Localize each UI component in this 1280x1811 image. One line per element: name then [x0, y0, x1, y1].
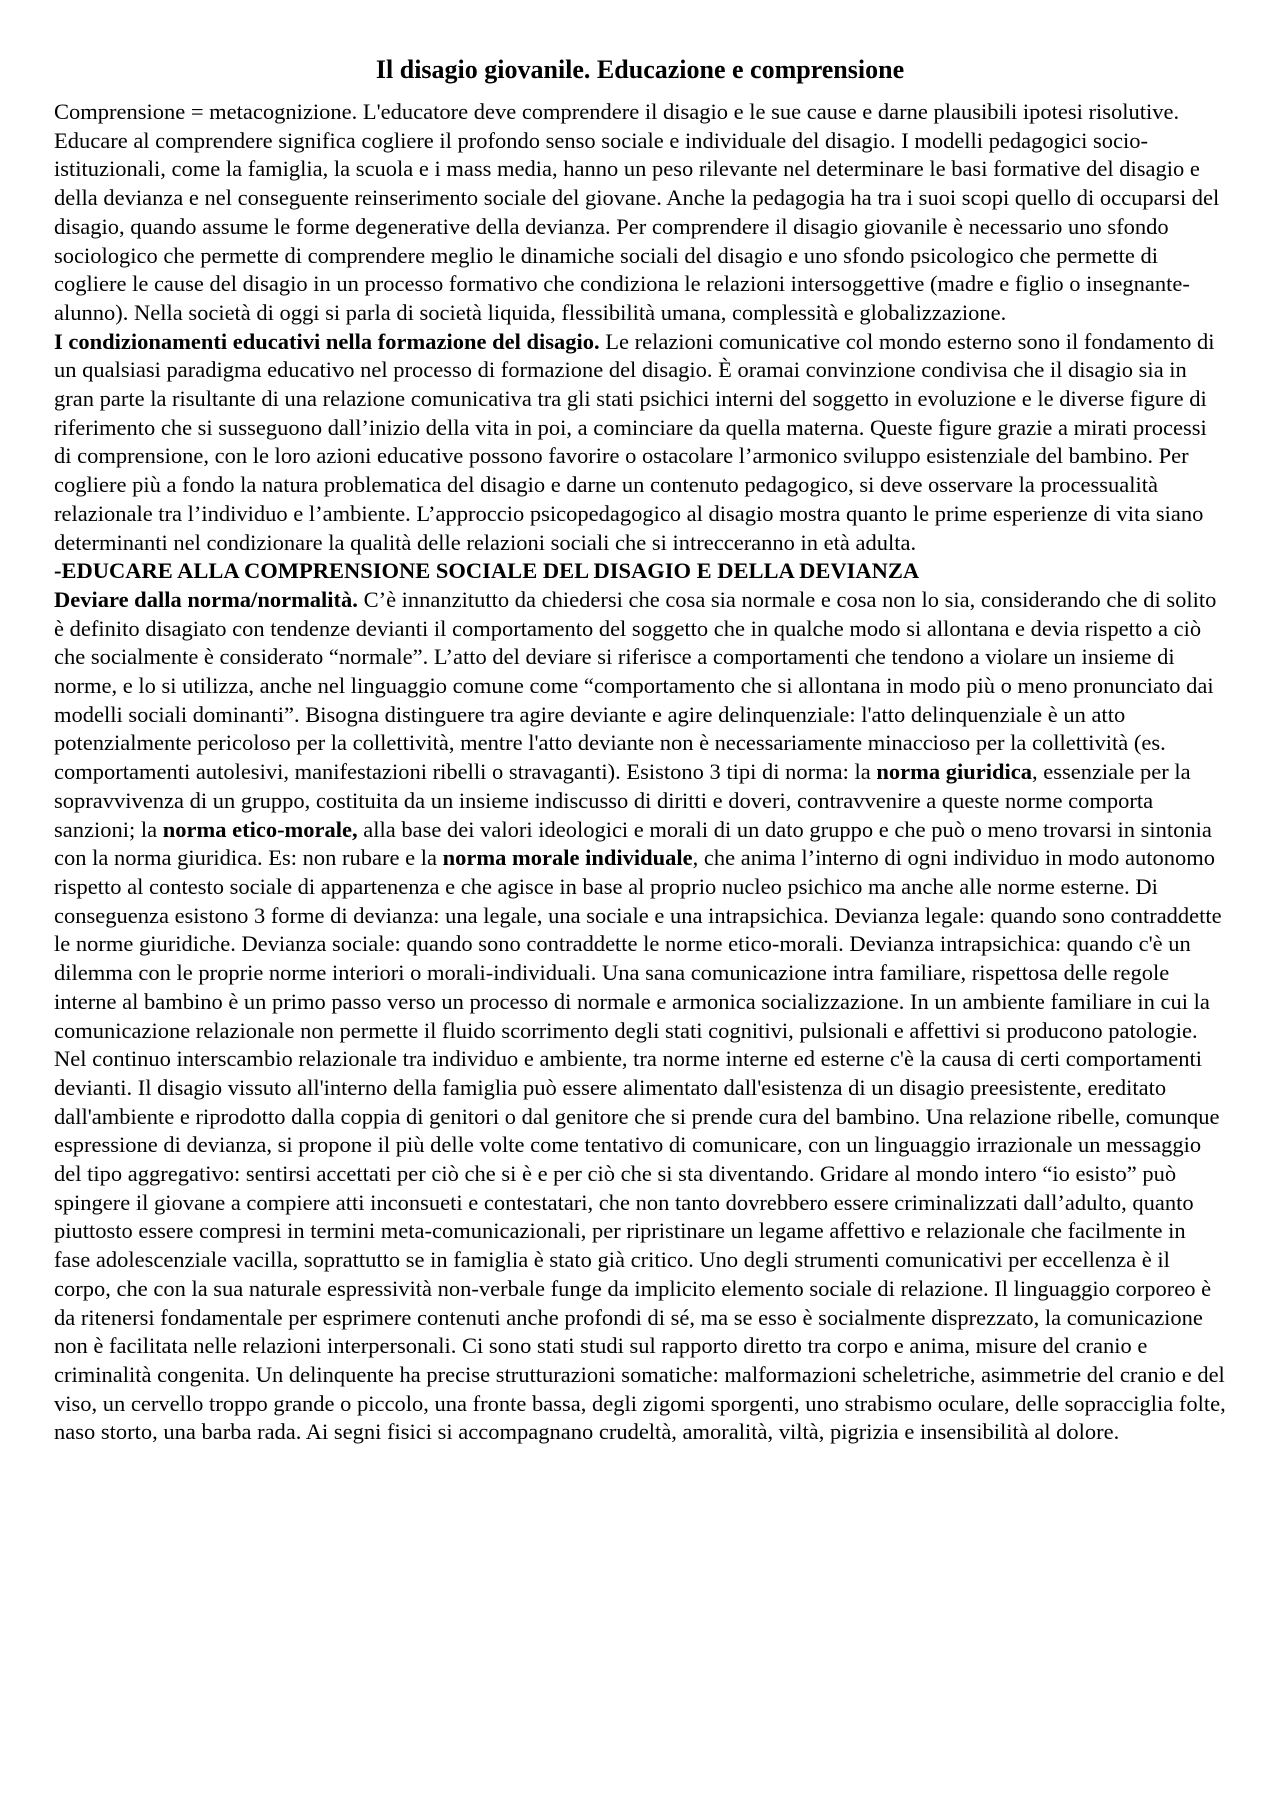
- section-heading: -EDUCARE ALLA COMPRENSIONE SOCIALE DEL DISAGIO E DELLA DEVIANZA: [54, 558, 920, 584]
- paragraph-deviare: [54, 586, 1226, 1447]
- paragraph-deviare-text-d: , che anima l’interno di ogni individuo in modo autonomo rispetto al contesto sociale di appartenenza e che agisce in base al proprio nucleo psichico ma anche alle norme esterne. Di conseguenza esistono 3 forme di devianza: una legale, una sociale e una intrapsichica. Devianza legale: quando sono contraddette le norme giuridiche. Devianza sociale: quando sono contraddette le norme etico-morali. Devianza intrapsichica: quando c'è un dilemma con le proprie norme interiori o morali-individuali. Una sana comunicazione intra familiare, rispettosa delle regole interne al bambino è un primo passo verso un processo di normale e armonica socializzazione. In un ambiente familiare in cui la comunicazione relazionale non permette il fluido scorrimento degli stati cognitivi, pulsionali e affettivi si producono patologie. Nel continuo interscambio relazionale tra individuo e ambiente, tra norme interne ed esterne c'è la causa di certi comportamenti devianti. Il disagio vissuto all'interno della famiglia può essere alimentato dall'esistenza di un disagio preesistente, ereditato dall'ambiente e riprodotto dalla coppia di genitori o dal genitore che si prende cura del bambino. Una relazione ribelle, comunque espressione di devianza, si propone il più delle volte come tentativo di comunicare, con un linguaggio irrazionale un messaggio del tipo aggregativo: sentirsi accettati per ciò che si è e per ciò che si sta diventando. Gridare al mondo intero “io esisto” può spingere il giovane a compiere atti inconsueti e contestatari, che non tanto dovrebbero essere criminalizzati dall’adulto, quanto piuttosto essere compresi in termini meta-comunicazionali, per ripristinare un legame affettivo e relazionale che facilmente in fase adolescenziale vacilla, soprattutto se in famiglia è stato già critico. Uno degli strumenti comunicativi per eccellenza è il corpo, che con la sua naturale espressività non-verbale funge da implicito elemento sociale di relazione. Il linguaggio corporeo è da ritenersi fondamentale per esprimere contenuti anche profondi di sé, ma se esso è socialmente disprezzato, la comunicazione non è facilitata nelle relazioni interpersonali. Ci sono stati studi sul rapporto diretto tra corpo e anima, misure del cranio e criminalità congenita. Un delinquente ha precise strutturazioni somatiche: malformazioni scheletriche, asimmetrie del cranio e del viso, un cervello troppo grande o piccolo, una fronte bassa, degli zigomi sporgenti, uno strabismo oculare, delle sopracciglia folte, naso storto, una barba rada. Ai segni fisici si accompagnano crudeltà, amoralità, viltà, pigrizia e insensibilità al dolore.: [54, 845, 1226, 1445]
- paragraph-heading-deviare: Deviare dalla norma/normalità.: [54, 586, 358, 612]
- paragraph-condizionamenti: [54, 328, 1226, 558]
- document-title: Il disagio giovanile. Educazione e comprensione: [375, 55, 905, 84]
- paragraph-deviare-text-b: , essenziale per la sopravvivenza di un gruppo, costituita da un insieme indiscusso di diritti e doveri, contravvenire a queste norme comporta sanzioni; la: [54, 759, 1191, 842]
- term-norma-morale-individuale: norma morale individuale: [442, 845, 693, 871]
- paragraph-deviare-text-a: C’è innanzitutto da chiedersi che cosa sia normale e cosa non lo sia, considerando che di solito è definito disagiato con tendenze devianti il comportamento del soggetto che in qualche modo si allontana e devia rispetto a ciò che socialmente è considerato “normale”. L’atto del deviare si riferisce a comportamenti che tendono a violare un insieme di norme, e lo si utilizza, anche nel linguaggio comune come “comportamento che si allontana in modo più o meno pronunciato dai modelli sociali dominanti”. Bisogna distinguere tra agire deviante e agire delinquenziale: l'atto delinquenziale è un atto potenzialmente pericoloso per la collettività, mentre l'atto deviante non è necessariamente minaccioso per la collettività (es. comportamenti autolesivi, manifestazioni ribelli o stravaganti). Esistono 3 tipi di norma: la: [54, 586, 1217, 785]
- document-page: [54, 52, 1226, 1447]
- term-norma-etico-morale: norma etico-morale,: [162, 816, 358, 842]
- paragraph-heading-condizionamenti: I condizionamenti educativi nella formazione del disagio.: [54, 328, 600, 354]
- paragraph-deviare-text-c: alla base dei valori ideologici e morali di un dato gruppo e che può o meno trovarsi in sintonia con la norma giuridica. Es: non rubare e la: [54, 816, 1212, 871]
- paragraph-condizionamenti-text: Le relazioni comunicative col mondo esterno sono il fondamento di un qualsiasi paradigma educativo nel processo di formazione del disagio. È oramai convinzione condivisa che il disagio sia in gran parte la risultante di una relazione comunicativa tra gli stati psichici interni del soggetto in evoluzione e le diverse figure di riferimento che si susseguono dall’inizio della vita in poi, a cominciare da quella materna. Queste figure grazie a mirati processi di comprensione, con le loro azioni educative possono favorire o ostacolare l’armonico sviluppo esistenziale del bambino. Per cogliere più a fondo la natura problematica del disagio e darne un contenuto pedagogico, si deve osservare la processualità relazionale tra l’individuo e l’ambiente. L’approccio psicopedagogico al disagio mostra quanto le prime esperienze di vita siano determinanti nel condizionare la qualità delle relazioni sociali che si intrecceranno in età adulta.: [54, 328, 1215, 555]
- paragraph-intro: Comprensione = metacognizione. L'educatore deve comprendere il disagio e le sue cause e darne plausibili ipotesi risolutive. Educare al comprendere significa cogliere il profondo senso sociale e individuale del disagio. I modelli pedagogici socio-istituzionali, come la famiglia, la scuola e i mass media, hanno un peso rilevante nel determinare le basi formative del disagio e della devianza e nel conseguente reinserimento sociale del giovane. Anche la pedagogia ha tra i suoi scopi quello di occuparsi del disagio, quando assume le forme degenerative della devianza. Per comprendere il disagio giovanile è necessario uno sfondo sociologico che permette di comprendere meglio le dinamiche sociali del disagio e uno sfondo psicologico che permette di cogliere le cause del disagio in un processo formativo che condiziona le relazioni intersoggettive (madre e figlio o insegnante-alunno). Nella società di oggi si parla di società liquida, flessibilità umana, complessità e globalizzazione.: [54, 99, 1220, 325]
- term-norma-giuridica: norma giuridica: [876, 759, 1032, 785]
